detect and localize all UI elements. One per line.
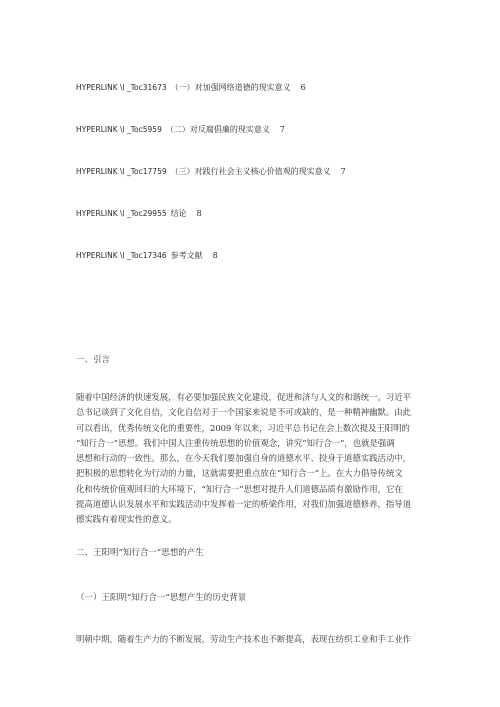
toc-entry[interactable] bbox=[76, 209, 202, 219]
introduction-paragraph bbox=[76, 390, 428, 528]
toc-field-code: HYPERLINK \l _Toc29955 bbox=[76, 209, 167, 218]
paragraph-line: 化和传统价值观回归的大环境下，“知行合一”思想对提升人们道德品质有激励作用，它在 bbox=[76, 483, 403, 494]
toc-title: 参考文献 bbox=[170, 251, 203, 260]
toc-entry[interactable] bbox=[76, 83, 306, 93]
paragraph-line: “知行合一”思想。我们中国人注重传统思想的价值观念，讲究“知行合一”，也就是强调 bbox=[76, 437, 395, 448]
toc-entry[interactable] bbox=[76, 251, 218, 261]
toc-title: 结论 bbox=[170, 209, 187, 218]
paragraph-line: 随着中国经济的快速发展，有必要加强民族文化建设，促进和济与人文的和谐统一。习近平 bbox=[76, 392, 411, 402]
toc-entry[interactable] bbox=[76, 125, 285, 135]
toc-page-number: 7 bbox=[279, 125, 285, 134]
background-paragraph bbox=[76, 632, 428, 647]
toc-field-code: HYPERLINK \l _Toc17346 bbox=[76, 251, 167, 260]
toc-title: （二）对反腐倡廉的现实意义 bbox=[165, 125, 270, 134]
paragraph-line: 提高道德认识发展水平和实践活动中发挥着一定的桥梁作用，对我们加强道德修养，指导道 bbox=[76, 499, 411, 510]
toc-page-number: 8 bbox=[212, 251, 218, 260]
paragraph-line: 德实践有着现实性的意义。 bbox=[76, 514, 177, 525]
toc-field-code: HYPERLINK \l _Toc17759 bbox=[76, 167, 167, 176]
toc-page-number: 7 bbox=[340, 167, 346, 176]
paragraph-line: 可以看出，优秀传统文化的重要性，2009 年以来，习近平总书记在会上数次提及王阳明的 bbox=[76, 422, 410, 433]
toc-title: （三）对践行社会主义核心价值观的现实意义 bbox=[170, 167, 331, 176]
paragraph-line: 总书记谈到了文化自信，文化自信对于一个国家来说是不可或缺的，是一种精神幽默。由此 bbox=[76, 407, 411, 418]
paragraph-line: 思想和行动的一致性。那么，在今天我们要加强自身的道德水平、投身于道德实践活动中， bbox=[76, 453, 411, 464]
subsection-heading-background: （一）王阳明“知行合一”思想产生的历史背景 bbox=[76, 593, 247, 603]
toc-page-number: 6 bbox=[300, 83, 306, 92]
toc-title: （一）对加强网络道德的现实意义 bbox=[170, 83, 291, 92]
toc-field-code: HYPERLINK \l _Toc5959 bbox=[76, 125, 162, 134]
section-heading-introduction: 一、引言 bbox=[76, 355, 111, 365]
toc-page-number: 8 bbox=[196, 209, 202, 218]
paragraph-line: 把积极的思想转化为行动的力量，这就需要把重点放在“知行合一”上。在大力倡导传统文 bbox=[76, 468, 403, 479]
paragraph-line: 明朝中期，随着生产力的不断发展，劳动生产技术也不断提高，表现在纺织工业和手工业作 bbox=[76, 634, 411, 644]
toc-field-code: HYPERLINK \l _Toc31673 bbox=[76, 83, 167, 92]
toc-entry[interactable] bbox=[76, 167, 346, 177]
section-heading-origin: 二、王阳明“知行合一”思想的产生 bbox=[76, 548, 204, 558]
